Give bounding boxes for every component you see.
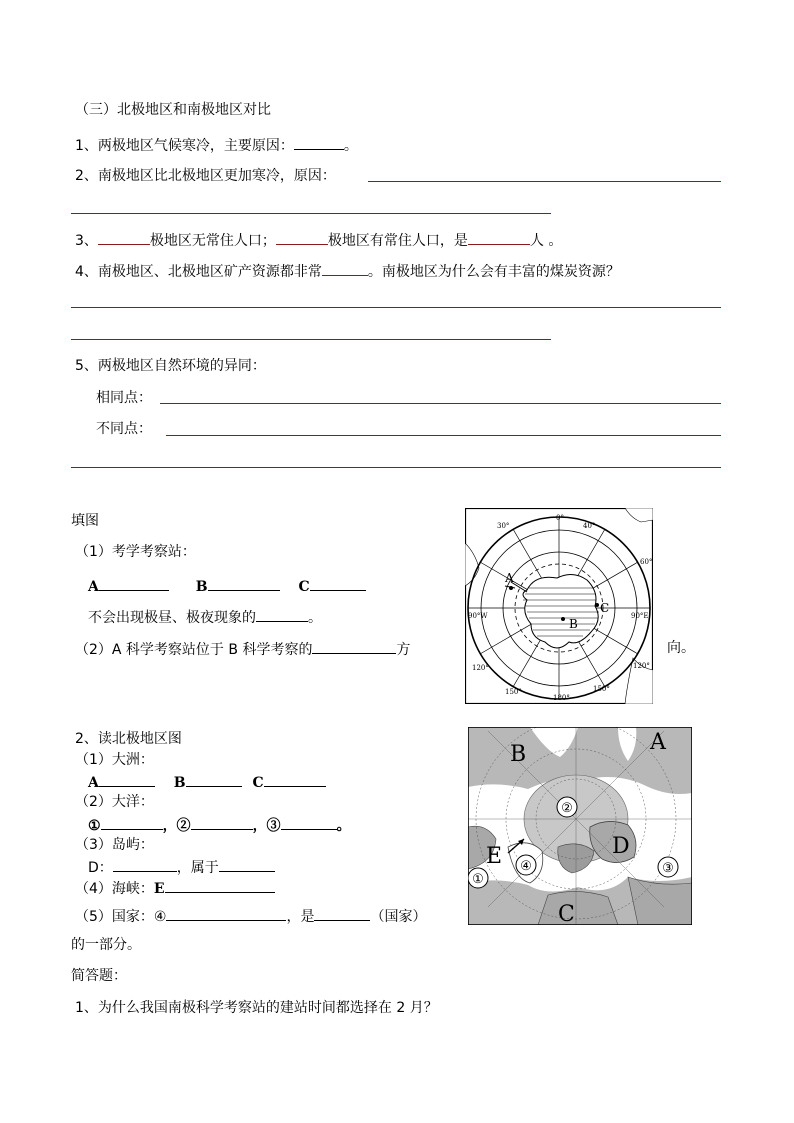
country-row: （5）国家：④ ，是 （国家） [75, 906, 426, 926]
same-label: 相同点： [96, 390, 152, 406]
country-row-end: 的一部分。 [71, 937, 141, 953]
ocean-1-blank[interactable] [101, 815, 163, 830]
fill-q2: （2）A 科学考察站位于 B 科学考察的 方 [75, 639, 410, 659]
answer-line[interactable] [71, 307, 721, 308]
svg-text:E: E [486, 844, 503, 869]
svg-text:C: C [600, 601, 610, 615]
diff-label: 不同点： [96, 421, 152, 437]
short-answer-title: 简答题： [71, 968, 127, 984]
answer-blank[interactable] [98, 230, 150, 245]
svg-text:A: A [505, 571, 514, 585]
ocean-2-blank[interactable] [191, 815, 253, 830]
svg-text:180°: 180° [553, 694, 570, 702]
same-answer-line[interactable] [160, 403, 721, 404]
question-1: 1、两极地区气候寒冷，主要原因： 。 [75, 135, 358, 155]
question-3: 3、 极地区无常住人口； 极地区有常住人口，是 人 。 [75, 230, 562, 250]
svg-text:90°E: 90°E [631, 612, 649, 620]
svg-text:0°: 0° [556, 514, 564, 522]
question-2: 2、南极地区比北极地区更加寒冷，原因： [75, 168, 336, 184]
answer-blank[interactable] [276, 230, 328, 245]
svg-text:③: ③ [662, 861, 674, 876]
antarctic-map [465, 508, 653, 704]
answer-blank[interactable] [322, 261, 368, 276]
section-title: （三）北极地区和南极地区对比 [75, 102, 271, 118]
station-blanks: A B C [88, 576, 366, 596]
ocean-blanks: ① ，② ，③ 。 [88, 815, 351, 835]
svg-text:②: ② [561, 801, 573, 816]
island-blank[interactable] [113, 857, 177, 872]
svg-text:60°: 60° [640, 558, 653, 566]
answer-line[interactable] [368, 181, 721, 182]
fill-q1: （1）考学考察站： [75, 544, 196, 560]
arctic-q3: （3）岛屿： [75, 837, 154, 853]
island-owner-blank[interactable] [219, 857, 275, 872]
svg-text:④: ④ [520, 859, 532, 874]
continent-blanks: A B C [88, 772, 326, 792]
svg-text:90°W: 90°W [468, 612, 488, 620]
svg-text:150°: 150° [505, 688, 522, 696]
strait-row: （4）海峡：E [75, 878, 275, 898]
svg-text:40°: 40° [583, 522, 596, 530]
country-blank[interactable] [166, 906, 286, 921]
fill-q2-end: 向。 [667, 640, 695, 656]
fill-map-title: 填图 [71, 513, 99, 529]
svg-text:150°: 150° [593, 685, 610, 693]
station-c-blank[interactable] [310, 576, 366, 591]
svg-text:C: C [558, 902, 575, 925]
svg-text:B: B [510, 742, 527, 767]
answer-line[interactable] [71, 213, 551, 214]
svg-text:A: A [650, 730, 666, 755]
diff-answer-line[interactable] [166, 435, 721, 436]
strait-blank[interactable] [165, 878, 275, 893]
no-polar-day: 不会出现极昼、极夜现象的 。 [88, 607, 322, 627]
arctic-map [468, 727, 692, 925]
question-5: 5、两极地区自然环境的异同： [75, 358, 266, 374]
svg-text:①: ① [472, 872, 484, 887]
continent-c-blank[interactable] [264, 772, 326, 787]
arctic-q2: （2）大洋： [75, 794, 154, 810]
arctic-q1: （1）大洲： [75, 752, 154, 768]
svg-text:B: B [569, 617, 578, 631]
country-owner-blank[interactable] [314, 906, 370, 921]
answer-line[interactable] [71, 467, 721, 468]
ocean-3-blank[interactable] [281, 815, 337, 830]
arctic-title: 2、读北极地区图 [75, 731, 182, 747]
question-4: 4、南极地区、北极地区矿产资源都非常 。南极地区为什么会有丰富的煤炭资源？ [75, 261, 620, 281]
continent-b-blank[interactable] [186, 772, 242, 787]
answer-line[interactable] [71, 339, 551, 340]
svg-text:120°: 120° [472, 664, 489, 672]
answer-blank[interactable] [256, 607, 308, 622]
station-a-blank[interactable] [99, 576, 169, 591]
station-b-blank[interactable] [208, 576, 280, 591]
continent-a-blank[interactable] [99, 772, 155, 787]
svg-text:120°: 120° [633, 662, 650, 670]
svg-text:30°: 30° [497, 522, 510, 530]
svg-text:D: D [612, 834, 630, 859]
direction-blank[interactable] [312, 639, 396, 654]
answer-blank[interactable] [468, 230, 530, 245]
island-blanks: D： ，属于 [88, 857, 275, 877]
answer-blank[interactable] [294, 135, 344, 150]
short-answer-q1: 1、为什么我国南极科学考察站的建站时间都选择在 2 月？ [75, 1000, 438, 1016]
